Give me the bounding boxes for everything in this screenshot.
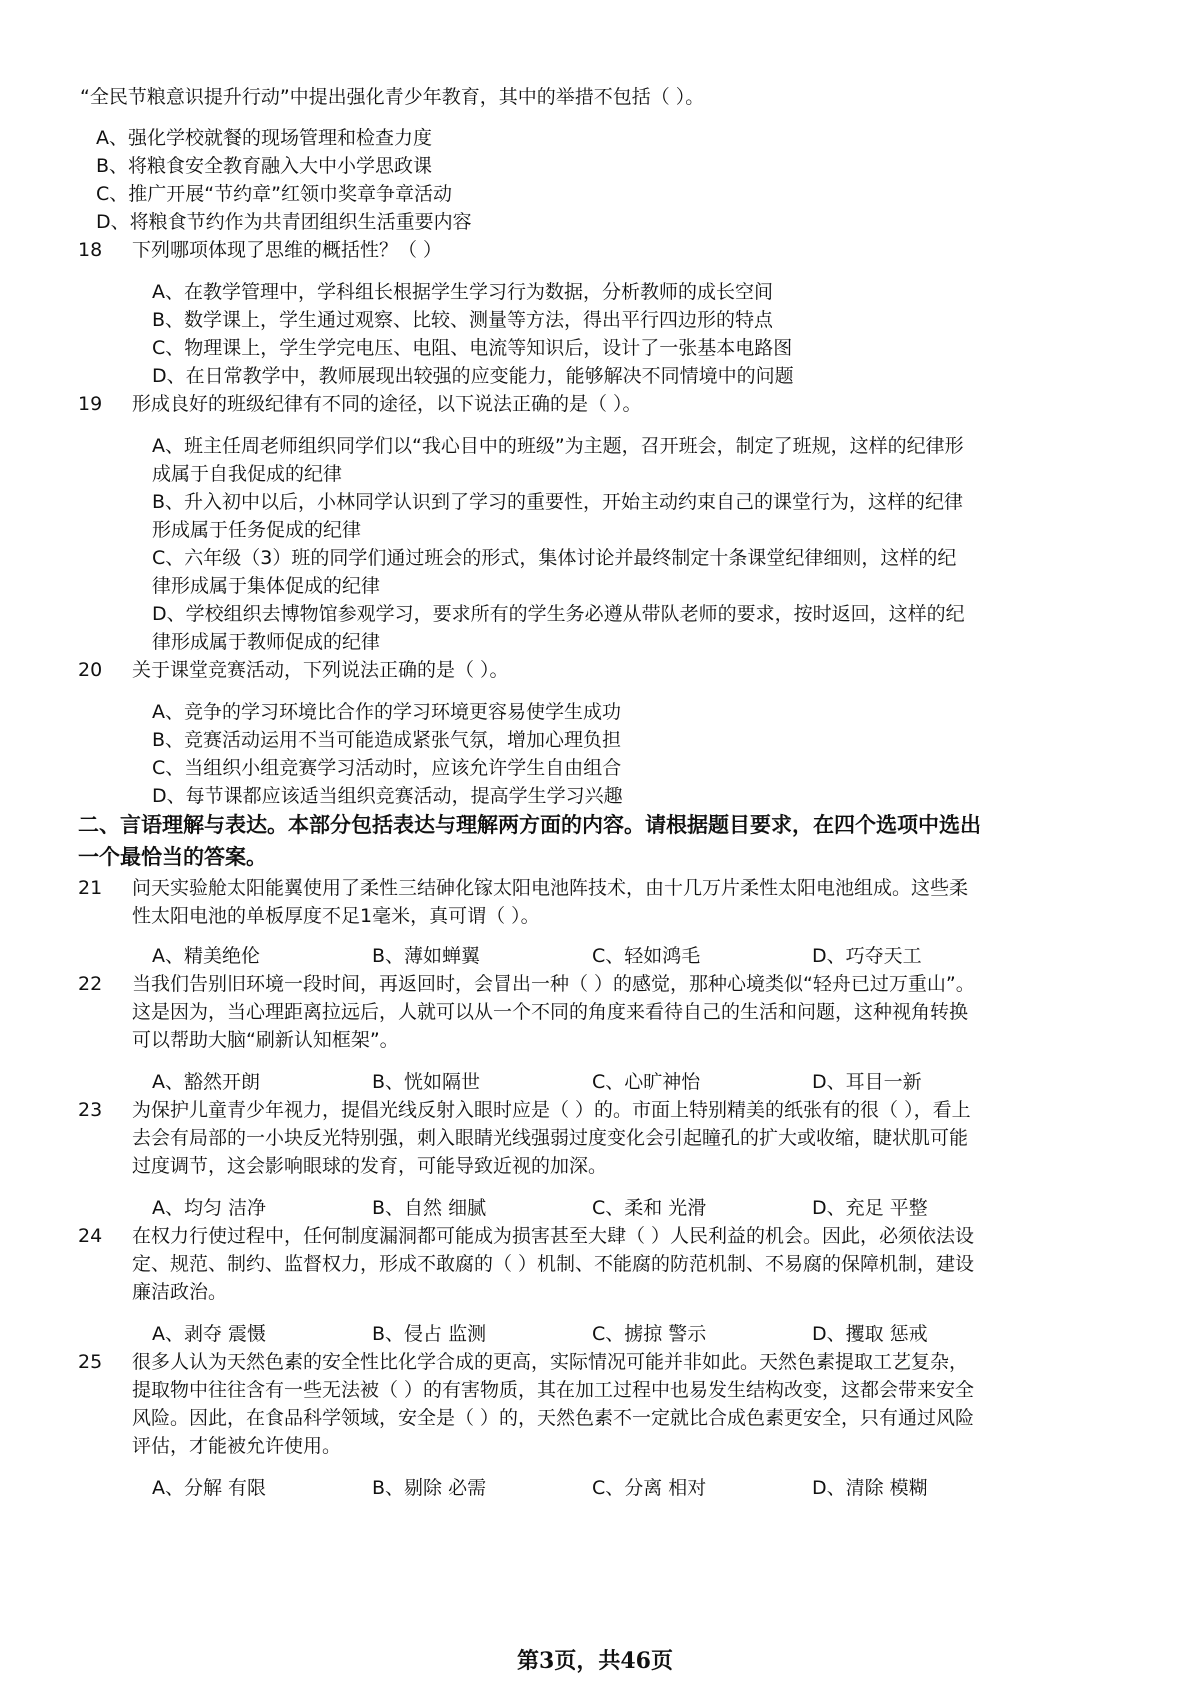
- q19-option-a-line1: A、班主任周老师组织同学们以“我心目中的班级”为主题，召开班会，制定了班规，这样的纪律形: [152, 435, 964, 457]
- q21-option-d: D、巧夺天工: [812, 945, 922, 967]
- q22-number: 22: [78, 973, 103, 995]
- q22-option-b: B、恍如隔世: [372, 1071, 481, 1093]
- q23-option-a: A、均匀 洁净: [152, 1197, 267, 1219]
- q17-option-b: B、将粮食安全教育融入大中小学思政课: [96, 155, 433, 177]
- q25-stem-line2: 提取物中往往含有一些无法被（ ）的有害物质，其在加工过程中也易发生结构改变，这都会带来安全: [132, 1379, 975, 1401]
- q22-stem-line3: 可以帮助大脑“刷新认知框架”。: [132, 1029, 399, 1051]
- q19-option-d-line1: D、学校组织去博物馆参观学习，要求所有的学生务必遵从带队老师的要求，按时返回，这样的纪: [152, 603, 965, 625]
- q24-stem-line2: 定、规范、制约、监督权力，形成不敢腐的（ ）机制、不能腐的防范机制、不易腐的保障机制，建设: [132, 1253, 975, 1275]
- section2-heading-line2: 一个最恰当的答案。: [78, 845, 267, 869]
- q23-stem-line1: 为保护儿童青少年视力，提倡光线反射入眼时应是（ ）的。市面上特别精美的纸张有的很（ ），看上: [132, 1099, 971, 1121]
- q17-stem: “全民节粮意识提升行动”中提出强化青少年教育，其中的举措不包括（ ）。: [80, 86, 705, 108]
- q23-option-d: D、充足 平整: [812, 1197, 928, 1219]
- q24-option-c: C、掳掠 警示: [592, 1323, 707, 1345]
- q25-number: 25: [78, 1351, 103, 1373]
- q19-stem: 形成良好的班级纪律有不同的途径，以下说法正确的是（ ）。: [132, 393, 642, 415]
- q24-stem-line1: 在权力行使过程中，任何制度漏洞都可能成为损害甚至大肆（ ）人民利益的机会。因此，必须依法设: [132, 1225, 975, 1247]
- q19-option-c-line1: C、六年级（3）班的同学们通过班会的形式，集体讨论并最终制定十条课堂纪律细则，这样的纪: [152, 547, 957, 569]
- q25-option-a: A、分解 有限: [152, 1477, 267, 1499]
- q23-stem-line3: 过度调节，这会影响眼球的发育，可能导致近视的加深。: [132, 1155, 608, 1177]
- q25-stem-line1: 很多人认为天然色素的安全性比化学合成的更高，实际情况可能并非如此。天然色素提取工艺复杂，: [132, 1351, 969, 1373]
- q23-number: 23: [78, 1099, 103, 1121]
- q18-option-b: B、数学课上，学生通过观察、比较、测量等方法，得出平行四边形的特点: [152, 309, 774, 331]
- q17-option-a: A、强化学校就餐的现场管理和检查力度: [96, 127, 432, 149]
- q21-option-c: C、轻如鸿毛: [592, 945, 701, 967]
- q17-option-c: C、推广开展“节约章”红领巾奖章争章活动: [96, 183, 452, 205]
- q21-stem-line2: 性太阳电池的单板厚度不足1毫米，真可谓（ ）。: [132, 905, 540, 927]
- q18-option-c: C、物理课上，学生学完电压、电阻、电流等知识后，设计了一张基本电路图: [152, 337, 793, 359]
- q23-stem-line2: 去会有局部的一小块反光特别强，刺入眼睛光线强弱过度变化会引起瞳孔的扩大或收缩，睫状肌可能: [132, 1127, 969, 1149]
- page-number-footer: 第3页，共46页: [517, 1648, 673, 1674]
- q19-option-a-line2: 成属于自我促成的纪律: [152, 463, 343, 485]
- q24-option-d: D、攫取 惩戒: [812, 1323, 928, 1345]
- q19-option-d-line2: 律形成属于教师促成的纪律: [152, 631, 381, 653]
- q18-stem: 下列哪项体现了思维的概括性？（ ）: [132, 239, 443, 261]
- q23-option-c: C、柔和 光滑: [592, 1197, 707, 1219]
- q18-option-d: D、在日常教学中，教师展现出较强的应变能力，能够解决不同情境中的问题: [152, 365, 794, 387]
- q21-option-a: A、精美绝伦: [152, 945, 260, 967]
- q22-stem-line1: 当我们告别旧环境一段时间，再返回时，会冒出一种（ ）的感觉，那种心境类似“轻舟已过万重山”。: [132, 973, 975, 995]
- q20-stem: 关于课堂竞赛活动，下列说法正确的是（ ）。: [132, 659, 509, 681]
- q20-number: 20: [78, 659, 103, 681]
- q25-option-b: B、剔除 必需: [372, 1477, 487, 1499]
- q21-stem-line1: 问天实验舱太阳能翼使用了柔性三结砷化镓太阳电池阵技术，由十几万片柔性太阳电池组成。这些柔: [132, 877, 969, 899]
- q22-option-c: C、心旷神怡: [592, 1071, 701, 1093]
- q24-number: 24: [78, 1225, 103, 1247]
- q22-option-d: D、耳目一新: [812, 1071, 922, 1093]
- q19-option-b-line2: 形成属于任务促成的纪律: [152, 519, 362, 541]
- q22-stem-line2: 这是因为，当心理距离拉远后，人就可以从一个不同的角度来看待自己的生活和问题，这种视角转换: [132, 1001, 969, 1023]
- q25-stem-line4: 评估，才能被允许使用。: [132, 1435, 342, 1457]
- q20-option-a: A、竞争的学习环境比合作的学习环境更容易使学生成功: [152, 701, 621, 723]
- q19-number: 19: [78, 393, 103, 415]
- q17-option-d: D、将粮食节约作为共青团组织生活重要内容: [96, 211, 472, 233]
- q24-option-a: A、剥夺 震慑: [152, 1323, 267, 1345]
- q20-option-d: D、每节课都应该适当组织竞赛活动，提高学生学习兴趣: [152, 785, 623, 807]
- q21-number: 21: [78, 877, 103, 899]
- q24-stem-line3: 廉洁政治。: [132, 1281, 228, 1303]
- q21-option-b: B、薄如蝉翼: [372, 945, 481, 967]
- section2-heading-line1: 二、言语理解与表达。本部分包括表达与理解两方面的内容。请根据题目要求，在四个选项中选出: [78, 813, 981, 837]
- q20-option-c: C、当组织小组竞赛学习活动时，应该允许学生自由组合: [152, 757, 622, 779]
- q20-option-b: B、竞赛活动运用不当可能造成紧张气氛，增加心理负担: [152, 729, 622, 751]
- q19-option-b-line1: B、升入初中以后，小林同学认识到了学习的重要性，开始主动约束自己的课堂行为，这样的纪律: [152, 491, 964, 513]
- q25-stem-line3: 风险。因此，在食品科学领域，安全是（ ）的，天然色素不一定就比合成色素更安全，只有通过风险: [132, 1407, 975, 1429]
- q22-option-a: A、豁然开朗: [152, 1071, 260, 1093]
- q25-option-d: D、清除 模糊: [812, 1477, 928, 1499]
- q24-option-b: B、侵占 监测: [372, 1323, 487, 1345]
- q18-option-a: A、在教学管理中，学科组长根据学生学习行为数据，分析教师的成长空间: [152, 281, 773, 303]
- q23-option-b: B、自然 细腻: [372, 1197, 487, 1219]
- q19-option-c-line2: 律形成属于集体促成的纪律: [152, 575, 381, 597]
- q25-option-c: C、分离 相对: [592, 1477, 707, 1499]
- q18-number: 18: [78, 239, 103, 261]
